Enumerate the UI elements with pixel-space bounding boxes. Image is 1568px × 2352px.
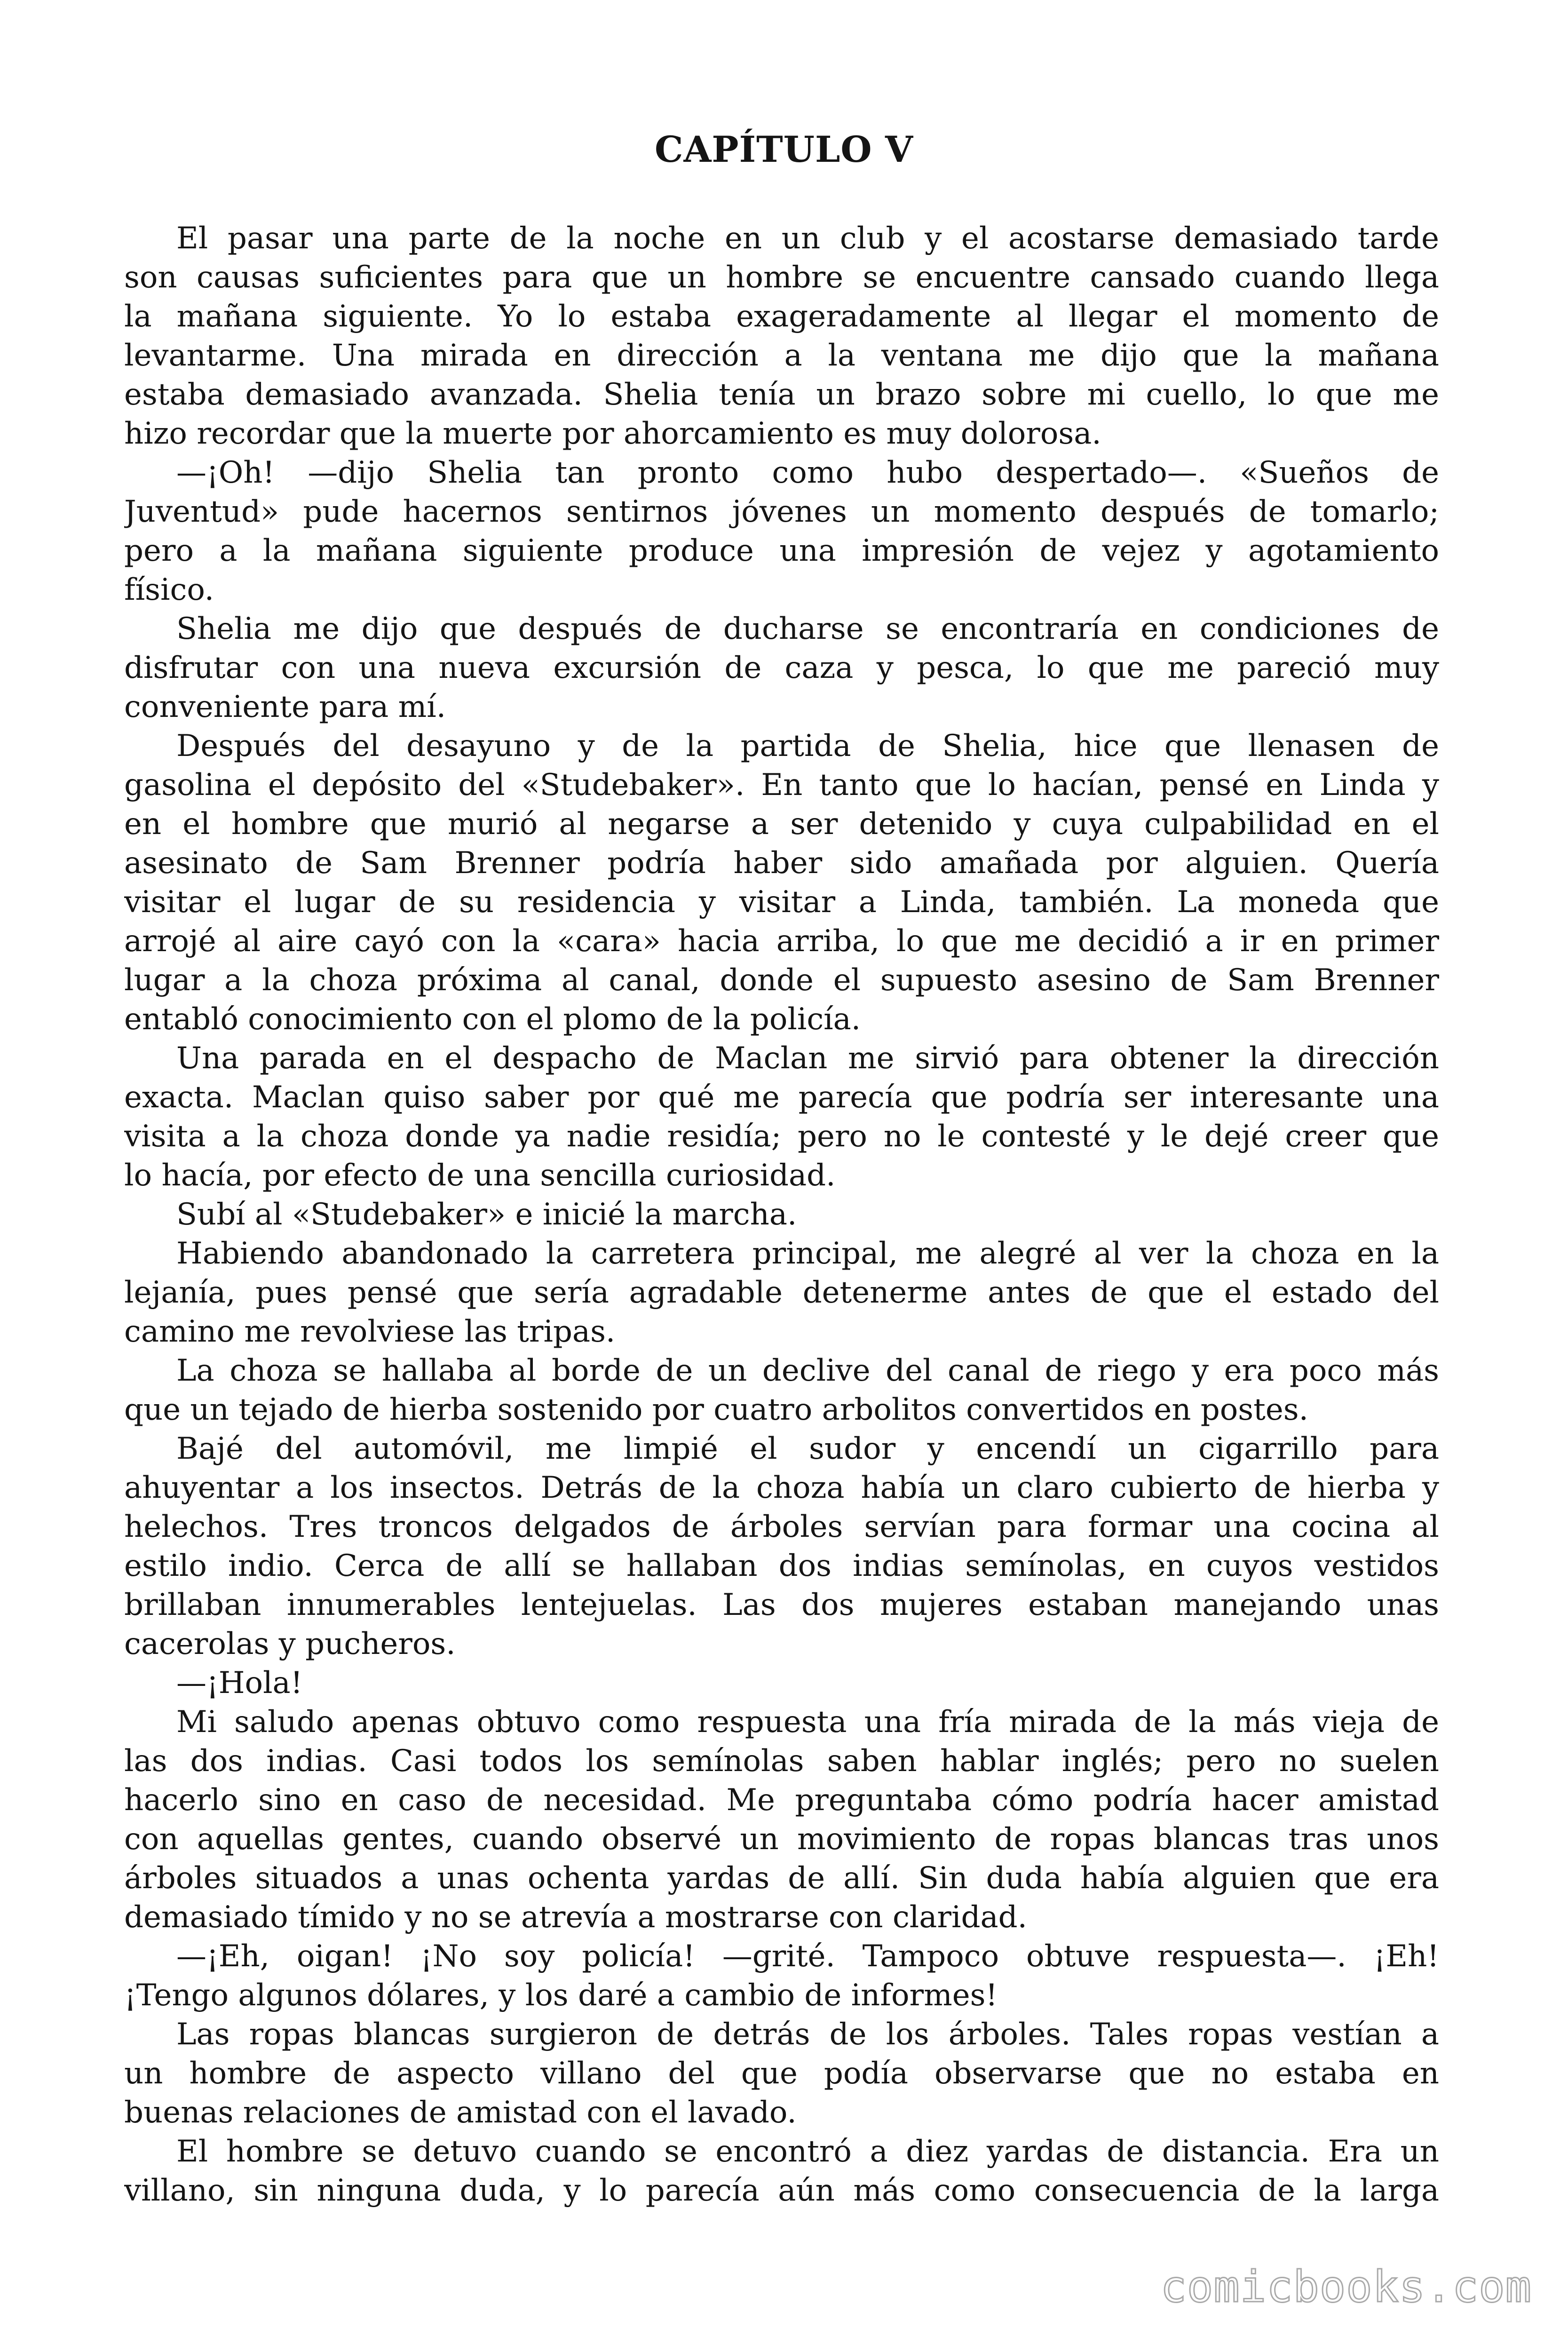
text-line: asesinato de Sam Brenner podría haber sido amañada por alguien. Quería (124, 846, 1439, 881)
text-line: en el hombre que murió al negarse a ser detenido y cuya culpabilidad en el (124, 807, 1439, 842)
paragraph (124, 2015, 1439, 2132)
paragraph (124, 1430, 1439, 1664)
text-line: un hombre de aspecto villano del que podía observarse que no estaba en (124, 2056, 1439, 2091)
text-line: El hombre se detuvo cuando se encontró a diez yardas de distancia. Era un (176, 2134, 1439, 2169)
text-line: son causas suficientes para que un hombre se encuentre cansado cuando llega (124, 260, 1439, 295)
paragraph (124, 1351, 1439, 1430)
text-line: con aquellas gentes, cuando observé un movimiento de ropas blancas tras unos (124, 1822, 1439, 1857)
text-line: camino me revolviese las tripas. (124, 1314, 616, 1349)
text-line: físico. (124, 572, 214, 607)
paragraph (124, 1664, 1439, 1703)
paragraph (124, 2132, 1439, 2210)
text-line: brillaban innumerables lentejuelas. Las dos mujeres estaban manejando unas (124, 1588, 1439, 1622)
text-line: gasolina el depósito del «Studebaker». En tanto que lo hacían, pensé en Linda y (124, 768, 1439, 803)
text-line: —¡Eh, oigan! ¡No soy policía! —grité. Tampoco obtuve respuesta—. ¡Eh! (176, 1939, 1439, 1974)
paragraph (124, 1234, 1439, 1351)
text-line: Mi saludo apenas obtuvo como respuesta una fría mirada de la más vieja de (176, 1705, 1439, 1740)
text-line: lejanía, pues pensé que sería agradable detenerme antes de que el estado del (124, 1275, 1439, 1310)
text-line: Habiendo abandonado la carretera principal, me alegré al ver la choza en la (176, 1236, 1439, 1271)
text-line: Shelia me dijo que después de ducharse se encontraría en condiciones de (176, 612, 1439, 646)
text-line: ¡Tengo algunos dólares, y los daré a cambio de informes! (124, 1978, 998, 2013)
text-line: hizo recordar que la muerte por ahorcamiento es muy dolorosa. (124, 416, 1101, 451)
text-line: buenas relaciones de amistad con el lavado. (124, 2095, 797, 2130)
text-line: exacta. Maclan quiso saber por qué me parecía que podría ser interesante una (124, 1080, 1439, 1115)
text-line: levantarme. Una mirada en dirección a la ventana me dijo que la mañana (124, 338, 1439, 373)
text-line: Subí al «Studebaker» e inicié la marcha. (176, 1197, 797, 1232)
text-line: la mañana siguiente. Yo lo estaba exageradamente al llegar el momento de (124, 299, 1439, 334)
text-line: Bajé del automóvil, me limpié el sudor y encendí un cigarrillo para (176, 1431, 1439, 1466)
text-line: —¡Oh! —dijo Shelia tan pronto como hubo despertado—. «Sueños de (176, 455, 1439, 490)
paragraph (124, 1703, 1439, 1937)
body-text (124, 219, 1439, 2210)
text-line: árboles situados a unas ochenta yardas de allí. Sin duda había alguien que era (124, 1861, 1439, 1896)
paragraph (124, 453, 1439, 610)
paragraph (124, 727, 1439, 1039)
text-line: cacerolas y pucheros. (124, 1627, 456, 1661)
text-line: visitar el lugar de su residencia y visitar a Linda, también. La moneda que (124, 885, 1439, 920)
text-line: conveniente para mí. (124, 690, 446, 724)
text-line: Las ropas blancas surgieron de detrás de los árboles. Tales ropas vestían a (176, 2017, 1439, 2052)
text-line: ahuyentar a los insectos. Detrás de la choza había un claro cubierto de hierba y (124, 1470, 1439, 1505)
paragraph (124, 1937, 1439, 2015)
paragraph (124, 610, 1439, 727)
paragraph (124, 1039, 1439, 1195)
text-line: villano, sin ninguna duda, y lo parecía aún más como consecuencia de la larga (124, 2173, 1439, 2208)
text-line: disfrutar con una nueva excursión de caza y pesca, lo que me pareció muy (124, 651, 1439, 685)
text-line: Juventud» pude hacernos sentirnos jóvenes un momento después de tomarlo; (124, 494, 1439, 529)
text-line: visita a la choza donde ya nadie residía; pero no le contesté y le dejé creer que (124, 1119, 1439, 1154)
text-line: Una parada en el despacho de Maclan me sirvió para obtener la dirección (176, 1041, 1439, 1076)
paragraph (124, 1195, 1439, 1234)
text-line: estilo indio. Cerca de allí se hallaban dos indias semínolas, en cuyos vestidos (124, 1549, 1439, 1583)
text-line: demasiado tímido y no se atrevía a mostrarse con claridad. (124, 1900, 1027, 1935)
text-line: El pasar una parte de la noche en un club y el acostarse demasiado tarde (176, 221, 1439, 256)
chapter-title: CAPÍTULO V (654, 128, 914, 170)
text-line: las dos indias. Casi todos los semínolas saben hablar inglés; pero no suelen (124, 1744, 1439, 1779)
text-line: hacerlo sino en caso de necesidad. Me preguntaba cómo podría hacer amistad (124, 1783, 1439, 1818)
paragraph (124, 219, 1439, 453)
text-line: pero a la mañana siguiente produce una impresión de vejez y agotamiento (124, 533, 1439, 568)
text-line: La choza se hallaba al borde de un declive del canal de riego y era poco más (176, 1353, 1439, 1388)
text-line: Después del desayuno y de la partida de Shelia, hice que llenasen de (176, 729, 1439, 763)
text-line: estaba demasiado avanzada. Shelia tenía un brazo sobre mi cuello, lo que me (124, 377, 1439, 412)
text-line: —¡Hola! (176, 1666, 303, 1700)
watermark: comicbooks.com (1160, 2262, 1532, 2312)
text-line: que un tejado de hierba sostenido por cuatro arbolitos convertidos en postes. (124, 1392, 1308, 1427)
text-line: entabló conocimiento con el plomo de la policía. (124, 1002, 861, 1037)
text-line: arrojé al aire cayó con la «cara» hacia arriba, lo que me decidió a ir en primer (124, 924, 1439, 959)
text-line: lugar a la choza próxima al canal, donde el supuesto asesino de Sam Brenner (124, 963, 1439, 998)
text-line: lo hacía, por efecto de una sencilla curiosidad. (124, 1158, 836, 1193)
text-line: helechos. Tres troncos delgados de árboles servían para formar una cocina al (124, 1510, 1439, 1544)
